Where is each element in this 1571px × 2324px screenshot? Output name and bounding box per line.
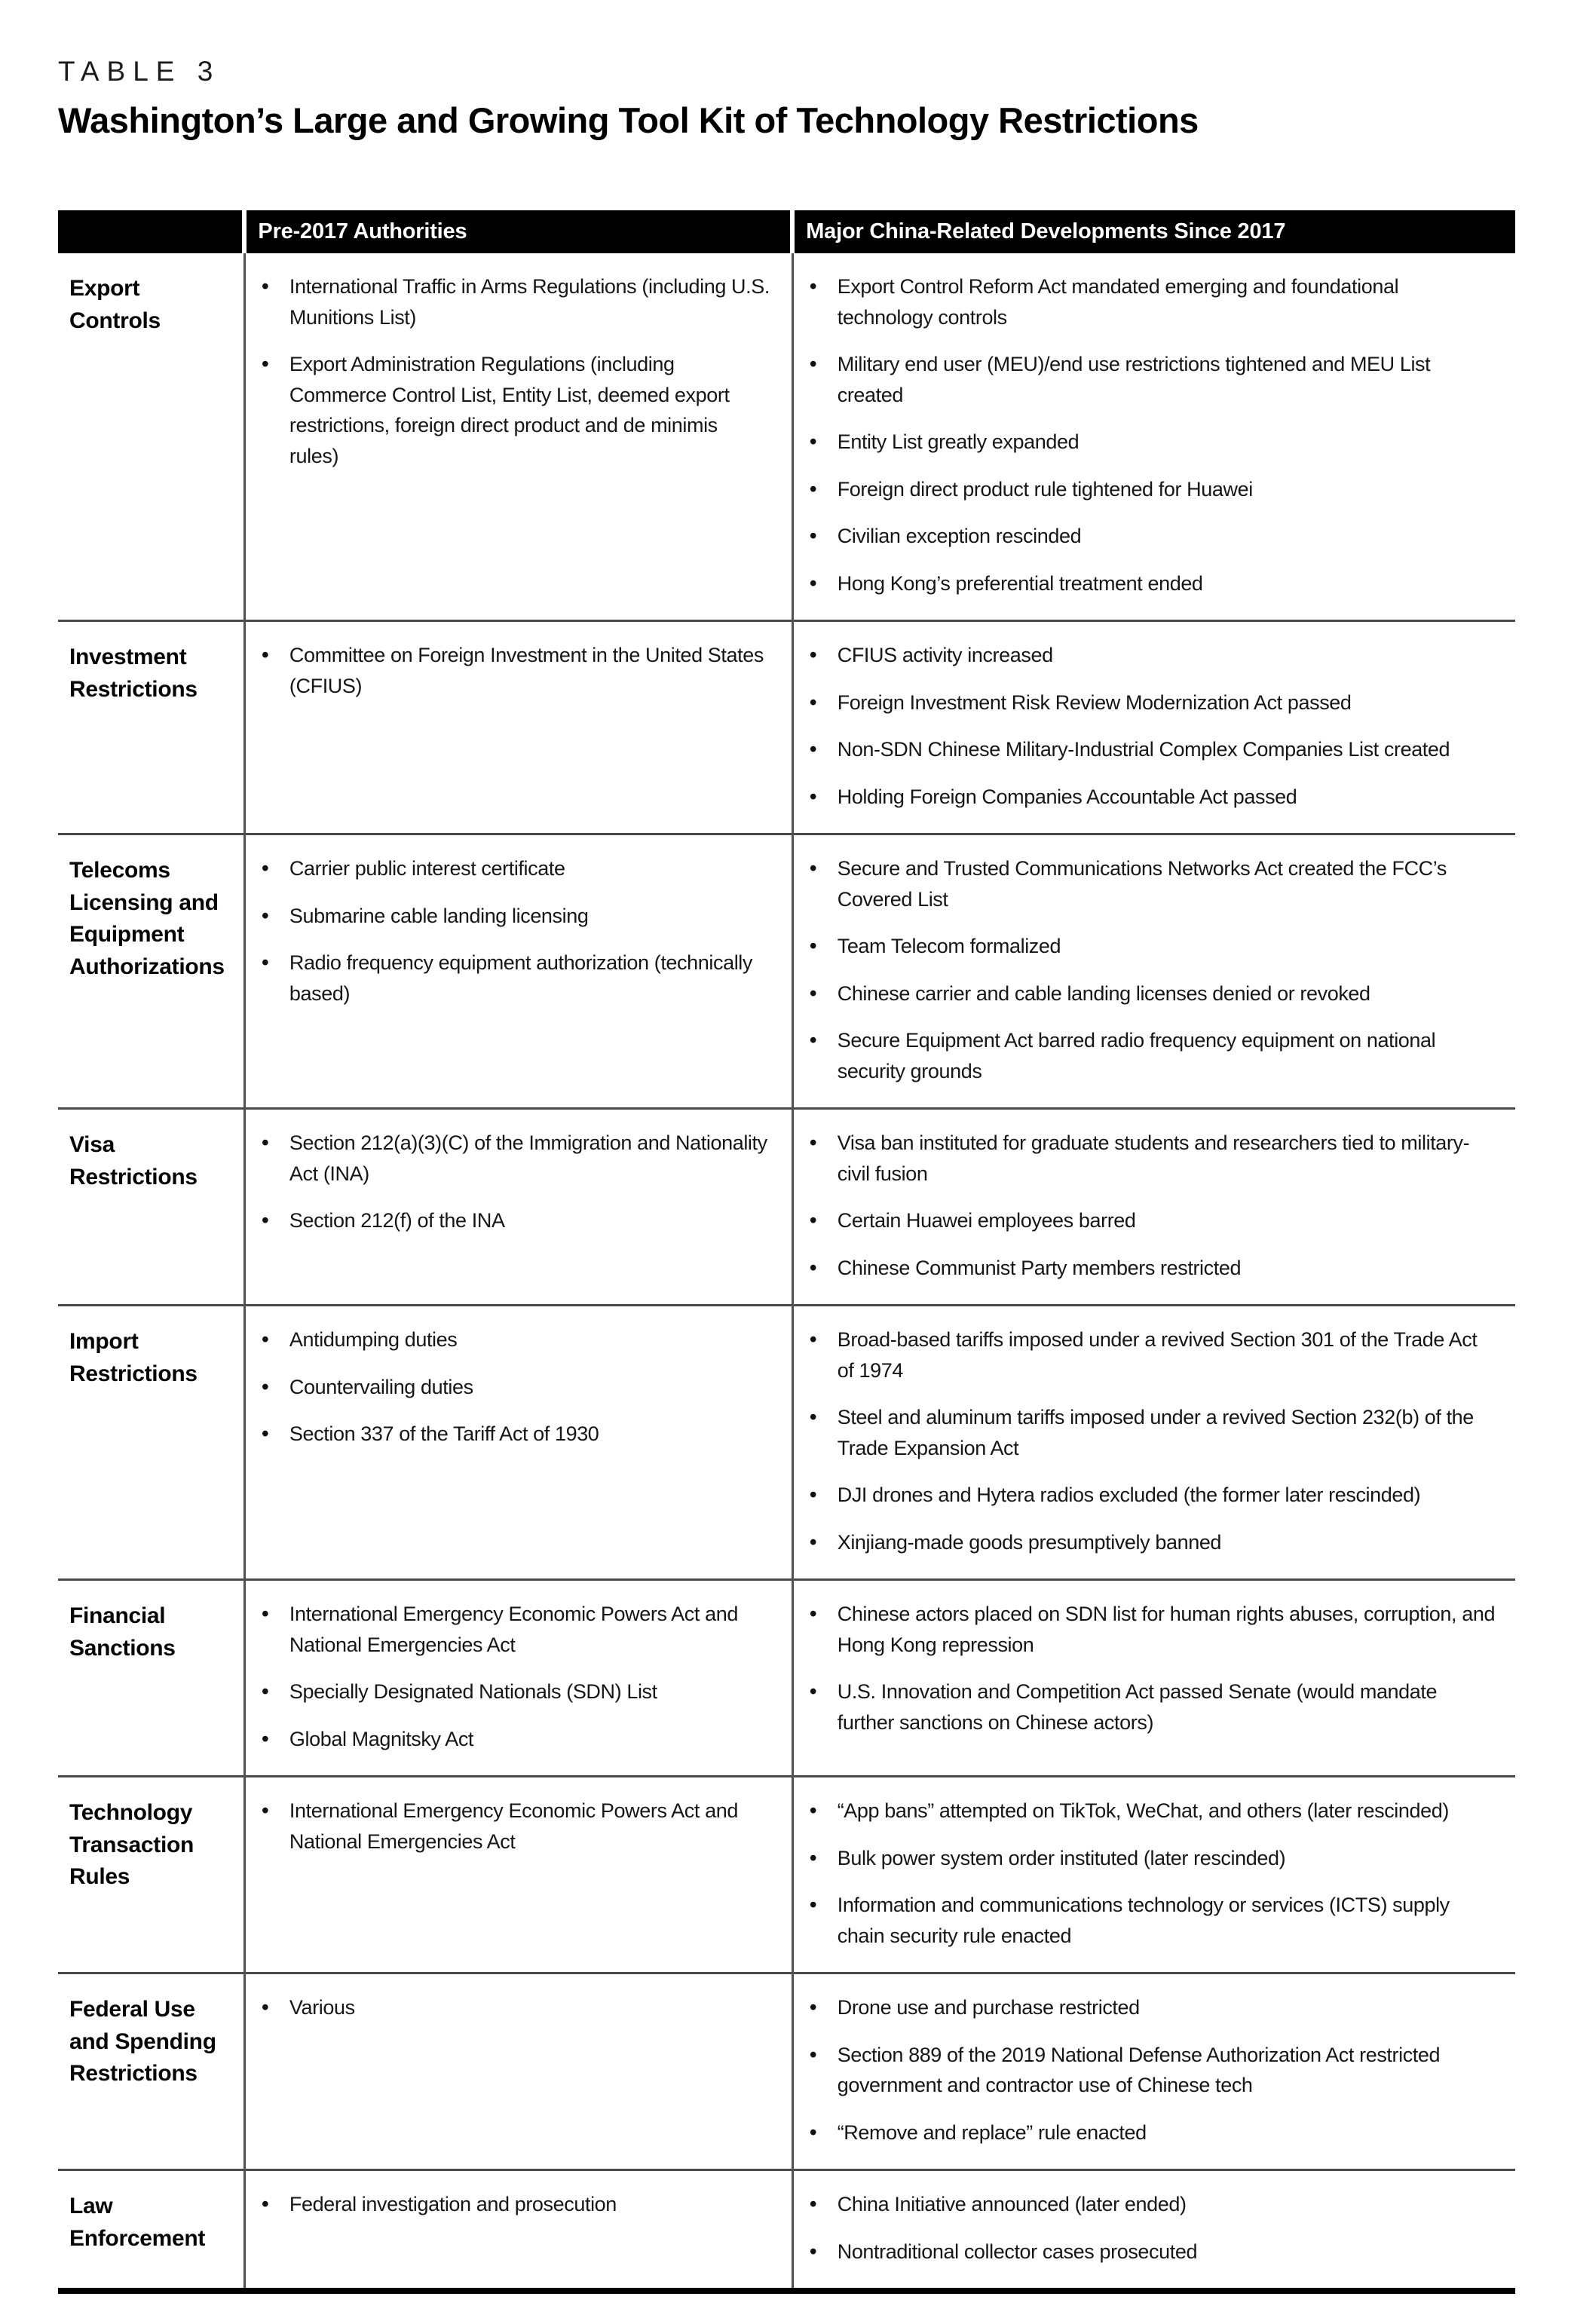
bullet-item: • Various [246,1992,772,2023]
bullet-item: • Specially Designated Nationals (SDN) List [246,1676,772,1707]
bullet-list [246,1324,772,1450]
bullet-list [246,2189,772,2220]
since-2017-cell [792,1973,1515,2170]
bullet-item: • Carrier public interest certificate [246,853,772,884]
since-2017-cell [792,2170,1515,2292]
since-2017-cell [792,1777,1515,1973]
bullet-item: • Civilian exception rescinded [794,521,1496,552]
bullet-list [794,1128,1496,1283]
since-2017-cell [792,834,1515,1109]
pre-2017-cell [244,1580,792,1777]
table-number-label: TABLE 3 [58,56,221,87]
bullet-item: • Antidumping duties [246,1324,772,1355]
bullet-item: • Entity List greatly expanded [794,427,1496,458]
row-category-label: Law Enforcement [58,2170,244,2292]
bullet-item: • International Traffic in Arms Regulations (including U.S. Munitions List) [246,271,772,332]
pre-2017-cell [244,253,792,621]
pre-2017-cell [244,2170,792,2292]
bullet-item: • “Remove and replace” rule enacted [794,2117,1496,2148]
bullet-list [794,1992,1496,2148]
page-title: Washington’s Large and Growing Tool Kit of Technology Restrictions [58,100,1199,140]
bullet-list [794,853,1496,1086]
since-2017-cell [792,621,1515,834]
pre-2017-cell [244,1109,792,1306]
bullet-item: • Secure and Trusted Communications Networks Act created the FCC’s Covered List [794,853,1496,914]
bullet-item: • “App bans” attempted on TikTok, WeChat, and others (later rescinded) [794,1796,1496,1826]
bullet-list [794,1324,1496,1557]
table-header [58,210,1515,253]
table-row [58,1109,1515,1306]
table-row [58,1973,1515,2170]
table-row [58,1777,1515,1973]
bullet-list [794,2189,1496,2267]
bullet-item: • Team Telecom formalized [794,931,1496,962]
bullet-list [794,271,1496,599]
bullet-item: • Committee on Foreign Investment in the United States (CFIUS) [246,640,772,701]
bullet-list [794,1796,1496,1951]
bullet-list [246,640,772,701]
bullet-item: • Section 212(a)(3)(C) of the Immigration and Nationality Act (INA) [246,1128,772,1189]
table-row [58,621,1515,834]
pre-2017-cell [244,621,792,834]
header-row [58,210,1515,253]
bullet-item: • Drone use and purchase restricted [794,1992,1496,2023]
bullet-item: • Certain Huawei employees barred [794,1205,1496,1236]
bullet-item: • Non-SDN Chinese Military-Industrial Complex Companies List created [794,734,1496,765]
bullet-list [246,271,772,471]
bullet-item: • Submarine cable landing licensing [246,901,772,932]
table-row [58,834,1515,1109]
row-category-label: Technology Transaction Rules [58,1777,244,1973]
bullet-list [246,1796,772,1857]
bullet-item: • Broad-based tariffs imposed under a revived Section 301 of the Trade Act of 1974 [794,1324,1496,1386]
corner-header-cell [58,210,244,253]
bullet-item: • Section 889 of the 2019 National Defense Authorization Act restricted government and contractor use of Chinese tech [794,2040,1496,2101]
bullet-item: • CFIUS activity increased [794,640,1496,671]
since-2017-cell [792,1306,1515,1580]
bullet-item: • Military end user (MEU)/end use restrictions tightened and MEU List created [794,349,1496,410]
bullet-item: • Chinese carrier and cable landing licenses denied or revoked [794,978,1496,1009]
bullet-item: • Chinese actors placed on SDN list for human rights abuses, corruption, and Hong Kong repression [794,1599,1496,1660]
bullet-item: • Chinese Communist Party members restricted [794,1253,1496,1284]
bullet-item: • International Emergency Economic Powers Act and National Emergencies Act [246,1599,772,1660]
bullet-item: • Secure Equipment Act barred radio frequency equipment on national security grounds [794,1025,1496,1086]
bullet-item: • DJI drones and Hytera radios excluded (the former later rescinded) [794,1480,1496,1511]
bullet-item: • Section 212(f) of the INA [246,1205,772,1236]
row-category-label: Export Controls [69,276,161,333]
bullet-list [246,1599,772,1754]
row-category-label: Financial Sanctions [58,1580,244,1777]
bullet-item: • Nontraditional collector cases prosecuted [794,2237,1496,2267]
pre-2017-cell [244,834,792,1109]
table-row [58,1580,1515,1777]
row-category-label: Federal Use and Spending Restrictions [58,1973,244,2170]
bullet-item: • Countervailing duties [246,1372,772,1403]
bullet-item: • Steel and aluminum tariffs imposed under a revived Section 232(b) of the Trade Expansion Act [794,1402,1496,1463]
bullet-item: • International Emergency Economic Powers Act and National Emergencies Act [246,1796,772,1857]
bullet-item: • Foreign Investment Risk Review Modernization Act passed [794,687,1496,718]
bullet-item: • Federal investigation and prosecution [246,2189,772,2220]
bullet-item: • Export Control Reform Act mandated emerging and foundational technology controls [794,271,1496,332]
bullet-list [246,853,772,1009]
row-category-label: Investment Restrictions [58,621,244,834]
since-2017-cell [792,1580,1515,1777]
bullet-list [794,640,1496,812]
pre-2017-cell [244,1973,792,2170]
bullet-item: • China Initiative announced (later ended) [794,2189,1496,2220]
bullet-item: • Foreign direct product rule tightened for Huawei [794,474,1496,505]
bullet-item: • Visa ban instituted for graduate students and researchers tied to military-civil fusion [794,1128,1496,1189]
bullet-list [794,1599,1496,1738]
table-row [58,253,1515,621]
since-2017-cell [792,253,1515,621]
bullet-item: • Xinjiang-made goods presumptively banned [794,1527,1496,1558]
pre-2017-cell [244,1306,792,1580]
row-category-label: Import Restrictions [58,1306,244,1580]
bullet-item: • U.S. Innovation and Competition Act passed Senate (would mandate further sanctions on Chinese actors) [794,1676,1496,1738]
restrictions-table [58,210,1515,2294]
table-row [58,2170,1515,2292]
bullet-list [246,1128,772,1236]
bullet-item: • Global Magnitsky Act [246,1724,772,1755]
column-header-pre2017: Pre-2017 Authorities [244,210,792,253]
row-category-label: Visa Restrictions [58,1109,244,1306]
since-2017-cell [792,1109,1515,1306]
bullet-item: • Bulk power system order instituted (later rescinded) [794,1843,1496,1874]
bullet-item: • Hong Kong’s preferential treatment ended [794,568,1496,599]
bullet-item: • Section 337 of the Tariff Act of 1930 [246,1419,772,1450]
row-category-label: Telecoms Licensing and Equipment Authorizations [58,834,244,1109]
bullet-item: • Export Administration Regulations (including Commerce Control List, Entity List, deemed export restrictions, foreign direct product and de minimis rules) [246,349,772,471]
bullet-item: • Information and communications technology or services (ICTS) supply chain security rule enacted [794,1890,1496,1951]
bullet-item: • Holding Foreign Companies Accountable Act passed [794,782,1496,813]
pre-2017-cell [244,1777,792,1973]
table-row [58,1306,1515,1580]
bullet-item: • Radio frequency equipment authorization (technically based) [246,948,772,1009]
bullet-list [246,1992,772,2023]
column-header-since2017: Major China-Related Developments Since 2017 [792,210,1515,253]
table-body [58,253,1515,2291]
